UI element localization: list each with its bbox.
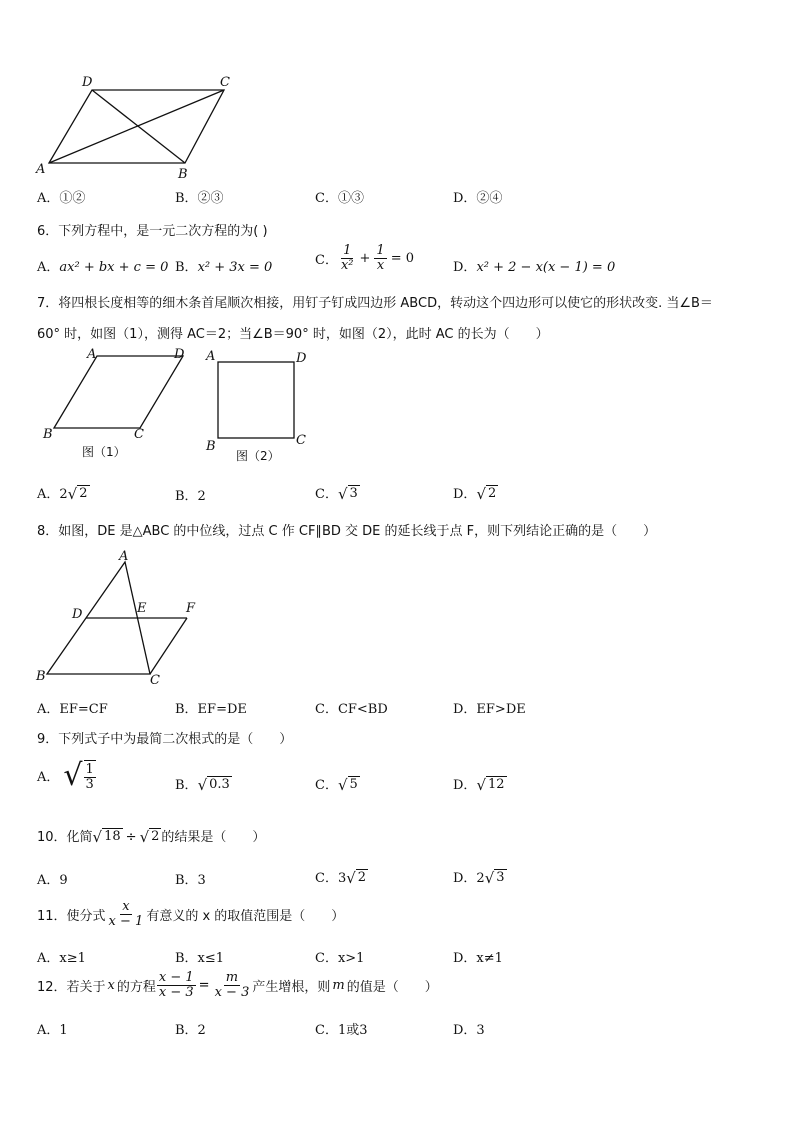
q9-d-radicand: 12 bbox=[488, 777, 505, 793]
q10-option-c[interactable] bbox=[315, 867, 368, 886]
q6-option-d-formula: x² + 2 − x(x − 1) = 0 bbox=[476, 260, 616, 275]
q10-stem-suffix: 的结果是（ ） bbox=[161, 830, 266, 845]
fig1-label-a: A bbox=[87, 347, 97, 362]
q6-option-b[interactable] bbox=[175, 256, 272, 275]
q5-option-b[interactable]: B．②③ bbox=[175, 191, 224, 206]
diagonal-ac bbox=[49, 90, 224, 163]
q11-stem-suffix: 有意义的 x 的取值范围是（ ） bbox=[146, 908, 345, 924]
q8-option-a[interactable]: A．EF=CF bbox=[37, 702, 108, 717]
q11-option-b[interactable]: B．x≤1 bbox=[175, 951, 225, 966]
label-a: A bbox=[36, 162, 46, 177]
q7-stem-line1: 7．将四根长度相等的细木条首尾顺次相接，用钉子钉成四边形 ABCD，转动这个四边形可以使它的形状改变. 当∠B＝ bbox=[37, 296, 713, 311]
q12-stem-prefix: 12．若关于 bbox=[37, 979, 106, 995]
q8-triangle-figure bbox=[30, 546, 210, 688]
q7-d-sqrt: √ 2 bbox=[476, 485, 497, 503]
q11-option-d[interactable]: D．x≠1 bbox=[453, 951, 503, 966]
q7-option-c[interactable] bbox=[315, 483, 360, 502]
q12-stem-mid: 的方程 bbox=[116, 979, 156, 995]
q6-option-c-prefix: C． bbox=[315, 252, 338, 268]
q12-option-d[interactable]: D．3 bbox=[453, 1023, 485, 1038]
q10-c-sqrt: √ 2 bbox=[346, 869, 367, 887]
q7-a-coef: 2 bbox=[59, 487, 68, 502]
q6-option-c[interactable] bbox=[315, 244, 414, 272]
q6-c-den2: x bbox=[376, 257, 385, 273]
q12-equals: = bbox=[198, 977, 210, 993]
q6-option-d-prefix: D． bbox=[453, 260, 477, 275]
q9-option-b[interactable] bbox=[175, 774, 232, 793]
q5-option-d[interactable]: D．②④ bbox=[453, 191, 503, 206]
q9-a-num: 1 bbox=[85, 762, 94, 777]
q9-a-fraction bbox=[84, 760, 96, 791]
q12-fraction-right bbox=[213, 971, 252, 999]
label-d: D bbox=[82, 75, 93, 90]
q7-c-radicand: 3 bbox=[349, 486, 358, 502]
q9-b-radicand: 0.3 bbox=[209, 777, 230, 793]
q12-option-a[interactable]: A．1 bbox=[37, 1023, 68, 1038]
q10-option-b[interactable]: B．3 bbox=[175, 873, 206, 888]
diagonal-bd bbox=[92, 90, 185, 163]
q6-option-a[interactable] bbox=[37, 256, 168, 275]
q6-c-den1: x² bbox=[340, 257, 354, 273]
q9-c-radicand: 5 bbox=[349, 777, 358, 793]
q10-c-prefix: C．3 bbox=[315, 871, 347, 886]
q9-b-prefix: B． bbox=[175, 778, 198, 793]
q9-c-prefix: C． bbox=[315, 778, 338, 793]
fig2-caption: 图（2） bbox=[236, 449, 280, 463]
q11-fraction bbox=[107, 900, 146, 928]
q12-num1: x − 1 bbox=[158, 970, 194, 985]
q7-d-radicand: 2 bbox=[488, 486, 497, 502]
q12-stem bbox=[37, 971, 438, 999]
fig2-label-b: B bbox=[206, 439, 216, 454]
q12-num2: m bbox=[225, 970, 239, 985]
q12-den2: x − 3 bbox=[214, 984, 250, 1000]
fig2-label-d: D bbox=[296, 351, 307, 366]
q10-d-sqrt: √ 3 bbox=[484, 869, 505, 887]
q8-label-a: A bbox=[119, 549, 129, 564]
q7-figure-1-rhombus bbox=[40, 346, 200, 462]
q10-sqrt-18: √ 18 bbox=[92, 828, 121, 846]
q11-den: x − 1 bbox=[108, 913, 144, 929]
q8-label-c: C bbox=[150, 673, 160, 688]
q6-option-b-prefix: B． bbox=[175, 260, 198, 275]
q10-c-radicand: 2 bbox=[357, 870, 367, 886]
q11-stem-prefix: 11．使分式 bbox=[37, 908, 106, 924]
q8-option-d[interactable]: D．EF>DE bbox=[453, 702, 526, 717]
q12-option-b[interactable]: B．2 bbox=[175, 1023, 206, 1038]
q7-a-sqrt: √ 2 bbox=[67, 485, 88, 503]
label-b: B bbox=[178, 167, 188, 182]
q6-c-plus: + bbox=[359, 250, 371, 266]
q6-option-b-formula: x² + 3x = 0 bbox=[197, 260, 273, 275]
q11-option-a[interactable]: A．x≥1 bbox=[37, 951, 86, 966]
label-c: C bbox=[220, 75, 230, 90]
q7-option-d[interactable] bbox=[453, 483, 498, 502]
q7-d-prefix: D． bbox=[453, 487, 477, 502]
q5-parallelogram-figure bbox=[30, 70, 240, 182]
q6-stem: 6．下列方程中，是一元二次方程的为( ) bbox=[37, 224, 268, 239]
q11-num: x bbox=[122, 899, 130, 914]
rhombus-abcd bbox=[54, 356, 183, 428]
q9-option-a[interactable] bbox=[37, 758, 97, 794]
square-abcd bbox=[218, 362, 294, 438]
q8-option-b[interactable]: B．EF=DE bbox=[175, 702, 247, 717]
q6-option-a-prefix: A． bbox=[37, 260, 60, 275]
fig1-label-c: C bbox=[134, 427, 144, 442]
q7-option-a[interactable] bbox=[37, 483, 90, 502]
q9-b-sqrt: √ 0.3 bbox=[197, 776, 230, 794]
fig2-label-c: C bbox=[296, 433, 306, 448]
q7-option-b[interactable]: B．2 bbox=[175, 489, 206, 504]
q10-stem-prefix: 10．化简 bbox=[37, 830, 93, 845]
q6-c-tail: = 0 bbox=[390, 250, 414, 266]
q7-a-prefix: A． bbox=[37, 487, 60, 502]
fig1-label-d: D bbox=[174, 347, 185, 362]
q9-d-prefix: D． bbox=[453, 778, 477, 793]
q12-den1: x − 3 bbox=[158, 984, 194, 1000]
q12-stem-mid2: 产生增根，则 bbox=[252, 979, 331, 995]
q12-fraction-left bbox=[157, 971, 196, 999]
q9-d-sqrt: √ 12 bbox=[476, 776, 505, 794]
q8-label-f: F bbox=[186, 601, 196, 616]
fig1-label-b: B bbox=[43, 427, 53, 442]
q10-option-a[interactable]: A．9 bbox=[37, 873, 68, 888]
q9-a-den: 3 bbox=[85, 776, 94, 792]
q7-c-prefix: C． bbox=[315, 487, 338, 502]
q9-stem: 9．下列式子中为最简二次根式的是（ ） bbox=[37, 732, 293, 747]
q9-a-sqrt: √ $\frac{1}{3}$ bbox=[63, 758, 94, 794]
q9-option-c[interactable] bbox=[315, 774, 360, 793]
q6-option-c-fraction-2 bbox=[374, 244, 386, 272]
q7-figure-2-square bbox=[200, 346, 320, 470]
q8-label-b: B bbox=[36, 669, 46, 684]
q10-radicand-18: 18 bbox=[104, 829, 121, 845]
q12-stem-suffix: 的值是（ ） bbox=[346, 979, 438, 995]
q9-a-prefix: A． bbox=[37, 770, 60, 786]
q6-option-a-formula: ax² + bx + c = 0 bbox=[59, 260, 169, 275]
segment-cf bbox=[150, 618, 187, 674]
q5-option-c[interactable]: C．①③ bbox=[315, 191, 364, 206]
fig1-caption: 图（1） bbox=[82, 445, 126, 459]
q8-label-d: D bbox=[72, 607, 83, 622]
fig2-label-a: A bbox=[206, 349, 216, 364]
q6-c-num1: 1 bbox=[343, 243, 352, 258]
q6-option-d[interactable] bbox=[453, 256, 615, 275]
q10-sqrt-2: √ 2 bbox=[139, 828, 160, 846]
q10-radicand-2: 2 bbox=[151, 829, 160, 845]
q6-option-c-fraction-1 bbox=[339, 244, 356, 272]
q10-stem bbox=[37, 826, 265, 845]
q8-option-c[interactable]: C．CF<BD bbox=[315, 702, 388, 717]
q10-d-radicand: 3 bbox=[496, 870, 505, 886]
q7-stem-line2: 60° 时，如图（1），测得 AC＝2；当∠B＝90° 时，如图（2），此时 AC 的长为（ ） bbox=[37, 327, 549, 342]
q7-a-radicand: 2 bbox=[79, 486, 88, 502]
q9-option-d[interactable] bbox=[453, 774, 507, 793]
q12-option-c[interactable]: C．1或3 bbox=[315, 1023, 368, 1038]
q10-d-prefix: D．2 bbox=[453, 871, 485, 886]
q11-stem bbox=[37, 900, 344, 928]
q10-option-d[interactable] bbox=[453, 867, 507, 886]
q8-label-e: E bbox=[137, 601, 147, 616]
q7-c-sqrt: √ 3 bbox=[337, 485, 358, 503]
q6-c-num2: 1 bbox=[376, 243, 385, 258]
q5-option-a[interactable]: A．①② bbox=[37, 191, 86, 206]
q10-divide: ÷ bbox=[125, 830, 137, 845]
q8-stem: 8．如图，DE 是△ABC 的中位线，过点 C 作 CF∥BD 交 DE 的延长线于点 F，则下列结论正确的是（ ） bbox=[37, 524, 657, 539]
q9-c-sqrt: √ 5 bbox=[337, 776, 358, 794]
q12-var-x: x bbox=[107, 977, 115, 993]
q11-option-c[interactable]: C．x>1 bbox=[315, 951, 365, 966]
q12-var-m: m bbox=[332, 977, 345, 993]
